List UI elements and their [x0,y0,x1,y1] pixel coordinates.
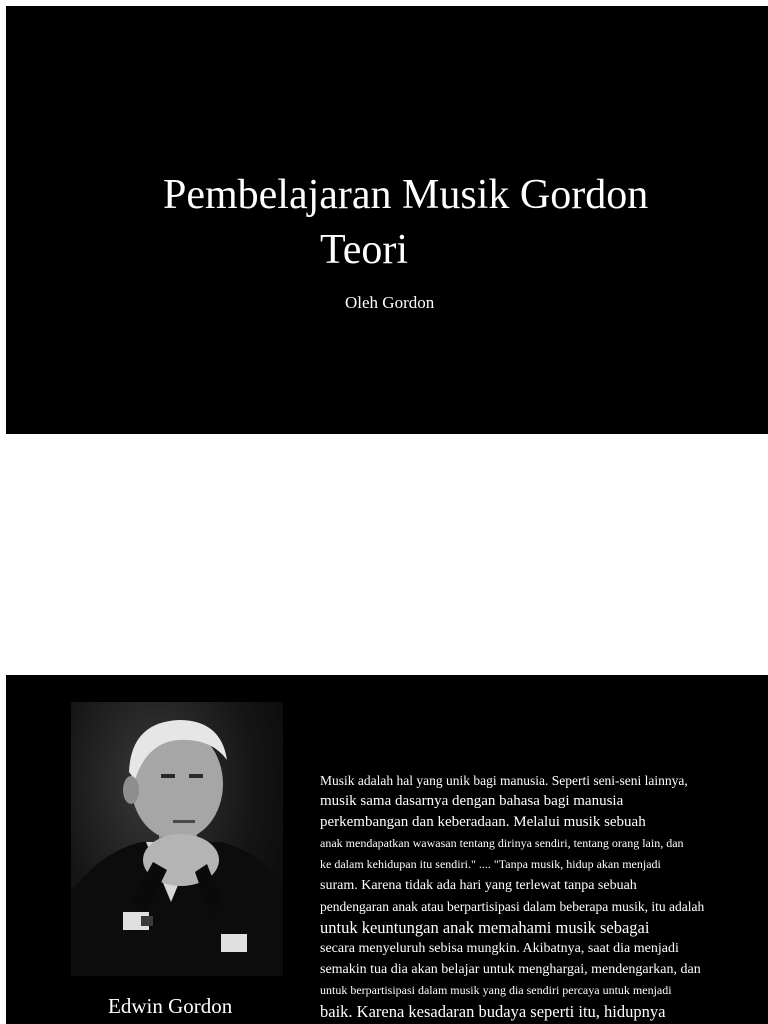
portrait-caption: Edwin Gordon [108,994,233,1018]
body-line: pendengaran anak atau berpartisipasi dalam beberapa musik, itu adalah [320,899,705,914]
body-line: semakin tua dia akan belajar untuk menghargai, mendengarkan, dan [320,962,701,977]
body-line: secara menyeluruh sebisa mungkin. Akibatnya, saat dia menjadi [320,941,679,956]
content-slide [6,675,768,1024]
body-text [320,770,765,1022]
portrait-photo [71,702,283,976]
body-line: Musik adalah hal yang unik bagi manusia. Seperti seni-seni lainnya, [320,773,688,788]
portrait-illustration [71,702,283,976]
body-line: untuk keuntungan anak memahami musik sebagai [320,918,650,937]
slide-title-line-2: Teori [320,227,409,273]
slide-subtitle: Oleh Gordon [345,293,435,312]
body-line: suram. Karena tidak ada hari yang terlewat tanpa sebuah [320,878,637,893]
body-line: anak mendapatkan wawasan tentang dirinya sendiri, tentang orang lain, dan [320,836,684,850]
body-line: perkembangan dan keberadaan. Melalui musik sebuah [320,814,646,830]
body-line: baik. Karena kesadaran budaya seperti itu, hidupnya [320,1002,666,1021]
slide-title-line-1: Pembelajaran Musik Gordon [163,172,649,218]
body-line: ke dalam kehidupan itu sendiri." .... "Tanpa musik, hidup akan menjadi [320,857,661,871]
title-slide [6,6,768,434]
body-line: musik sama dasarnya dengan bahasa bagi manusia [320,793,624,809]
body-line: untuk berpartisipasi dalam musik yang dia sendiri percaya untuk menjadi [320,983,672,997]
